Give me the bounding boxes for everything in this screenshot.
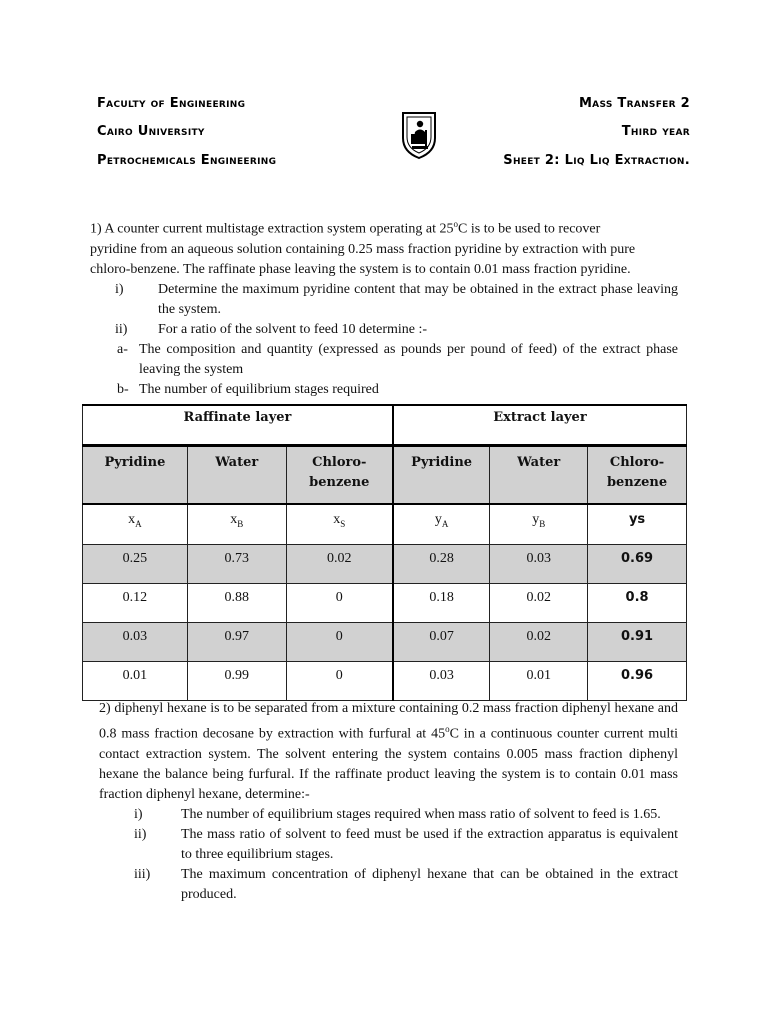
q2-intro: 2) diphenyl hexane is to be separated from a mixture containing 0.2 mass fraction diphenyl hexane and 0.8 mass fraction decosane by extraction with furfural at 45$^o$C in a continuous counter current multi contact extraction system. The solvent entering the system contains 0.005 mass fraction diphenyl hexane the balance being furfural. If the raffinate product leaving the system is to contain 0.01 mass fraction diphenyl hexane, determine:- — [99, 701, 678, 802]
table-cell: 0.8 — [588, 584, 687, 623]
q1-line-1: 1) A counter current multistage extraction system operating at 25$^o$C is to be used to recover — [90, 219, 601, 237]
q2-item: ii) The mass ratio of solvent to feed must be used if the extraction apparatus is equivalent to three equilibrium stages. — [134, 826, 678, 862]
table-cell: 0.07 — [393, 623, 490, 662]
table-cell: 0.01 — [490, 662, 588, 701]
table-row — [83, 545, 687, 584]
table-cell: 0.02 — [286, 545, 393, 584]
table-cell: 0.12 — [83, 584, 188, 623]
raffinate-layer-header: Raffinate layer — [83, 405, 393, 446]
table-cell: 0 — [286, 662, 393, 701]
table-cell: 0.73 — [187, 545, 286, 584]
course-label: Mass Transfer 2 — [578, 96, 690, 111]
table-cell: 0 — [286, 623, 393, 662]
table-cell: 0.02 — [490, 584, 588, 623]
q1-subitem: b- The number of equilibrium stages required — [117, 381, 379, 397]
q1-subitem: a- The composition and quantity (expressed as pounds per pound of feed) of the extract phase leaving the system — [117, 341, 678, 377]
column-header: Water — [187, 446, 286, 505]
q1-line-2: pyridine from an aqueous solution containing 0.25 mass fraction pyridine by extraction with pure — [90, 241, 636, 257]
table-cell: 0.02 — [490, 623, 588, 662]
table-cell: 0.03 — [83, 623, 188, 662]
symbol-cell: $y_A$ — [393, 504, 490, 545]
table-cell: 0.03 — [490, 545, 588, 584]
extract-layer-header: Extract layer — [393, 405, 687, 446]
column-header: Chloro- benzene — [286, 446, 393, 505]
year-label: Third year — [621, 124, 690, 139]
table-cell: 0.96 — [588, 662, 687, 701]
q1-line-3: chloro-benzene. The raffinate phase leaving the system is to contain 0.01 mass fraction pyridine. — [90, 261, 631, 277]
symbol-cell: $x_S$ — [286, 504, 393, 545]
symbol-cell: $x_A$ — [83, 504, 188, 545]
table-row — [83, 662, 687, 701]
question-2 — [99, 699, 678, 905]
table-cell: 0.97 — [187, 623, 286, 662]
university-crest-logo — [400, 110, 438, 160]
table-cell: 0.25 — [83, 545, 188, 584]
column-header: Pyridine — [393, 446, 490, 505]
symbol-cell: $y_B$ — [490, 504, 588, 545]
table-row — [83, 584, 687, 623]
table-cell: 0.01 — [83, 662, 188, 701]
department-label: Petrochemicals Engineering — [97, 153, 277, 168]
table-cell: 0 — [286, 584, 393, 623]
table-cell: 0.88 — [187, 584, 286, 623]
table-row — [83, 623, 687, 662]
question-1 — [90, 214, 678, 400]
q2-item: i) The number of equilibrium stages required when mass ratio of solvent to feed is 1.65. — [134, 806, 661, 822]
symbol-cell: ys — [588, 504, 687, 545]
table-cell: 0.28 — [393, 545, 490, 584]
table-cell: 0.99 — [187, 662, 286, 701]
equilibrium-data-table — [82, 404, 687, 701]
column-header: Chloro- benzene — [588, 446, 687, 505]
sheet-title: Sheet 2: Liq Liq Extraction. — [503, 153, 690, 168]
symbol-cell: $x_B$ — [187, 504, 286, 545]
table-cell: 0.03 — [393, 662, 490, 701]
faculty-label: Faculty of Engineering — [97, 96, 246, 111]
q2-item: iii) The maximum concentration of diphenyl hexane that can be obtained in the extract produced. — [134, 866, 678, 902]
q1-item: ii) For a ratio of the solvent to feed 10 determine :- — [115, 321, 428, 337]
table-cell: 0.91 — [588, 623, 687, 662]
column-header: Water — [490, 446, 588, 505]
q1-item: i) Determine the maximum pyridine content that may be obtained in the extract phase leaving the system. — [115, 281, 678, 317]
university-label: Cairo University — [97, 124, 205, 139]
table-cell: 0.69 — [588, 545, 687, 584]
table-cell: 0.18 — [393, 584, 490, 623]
column-header: Pyridine — [83, 446, 188, 505]
